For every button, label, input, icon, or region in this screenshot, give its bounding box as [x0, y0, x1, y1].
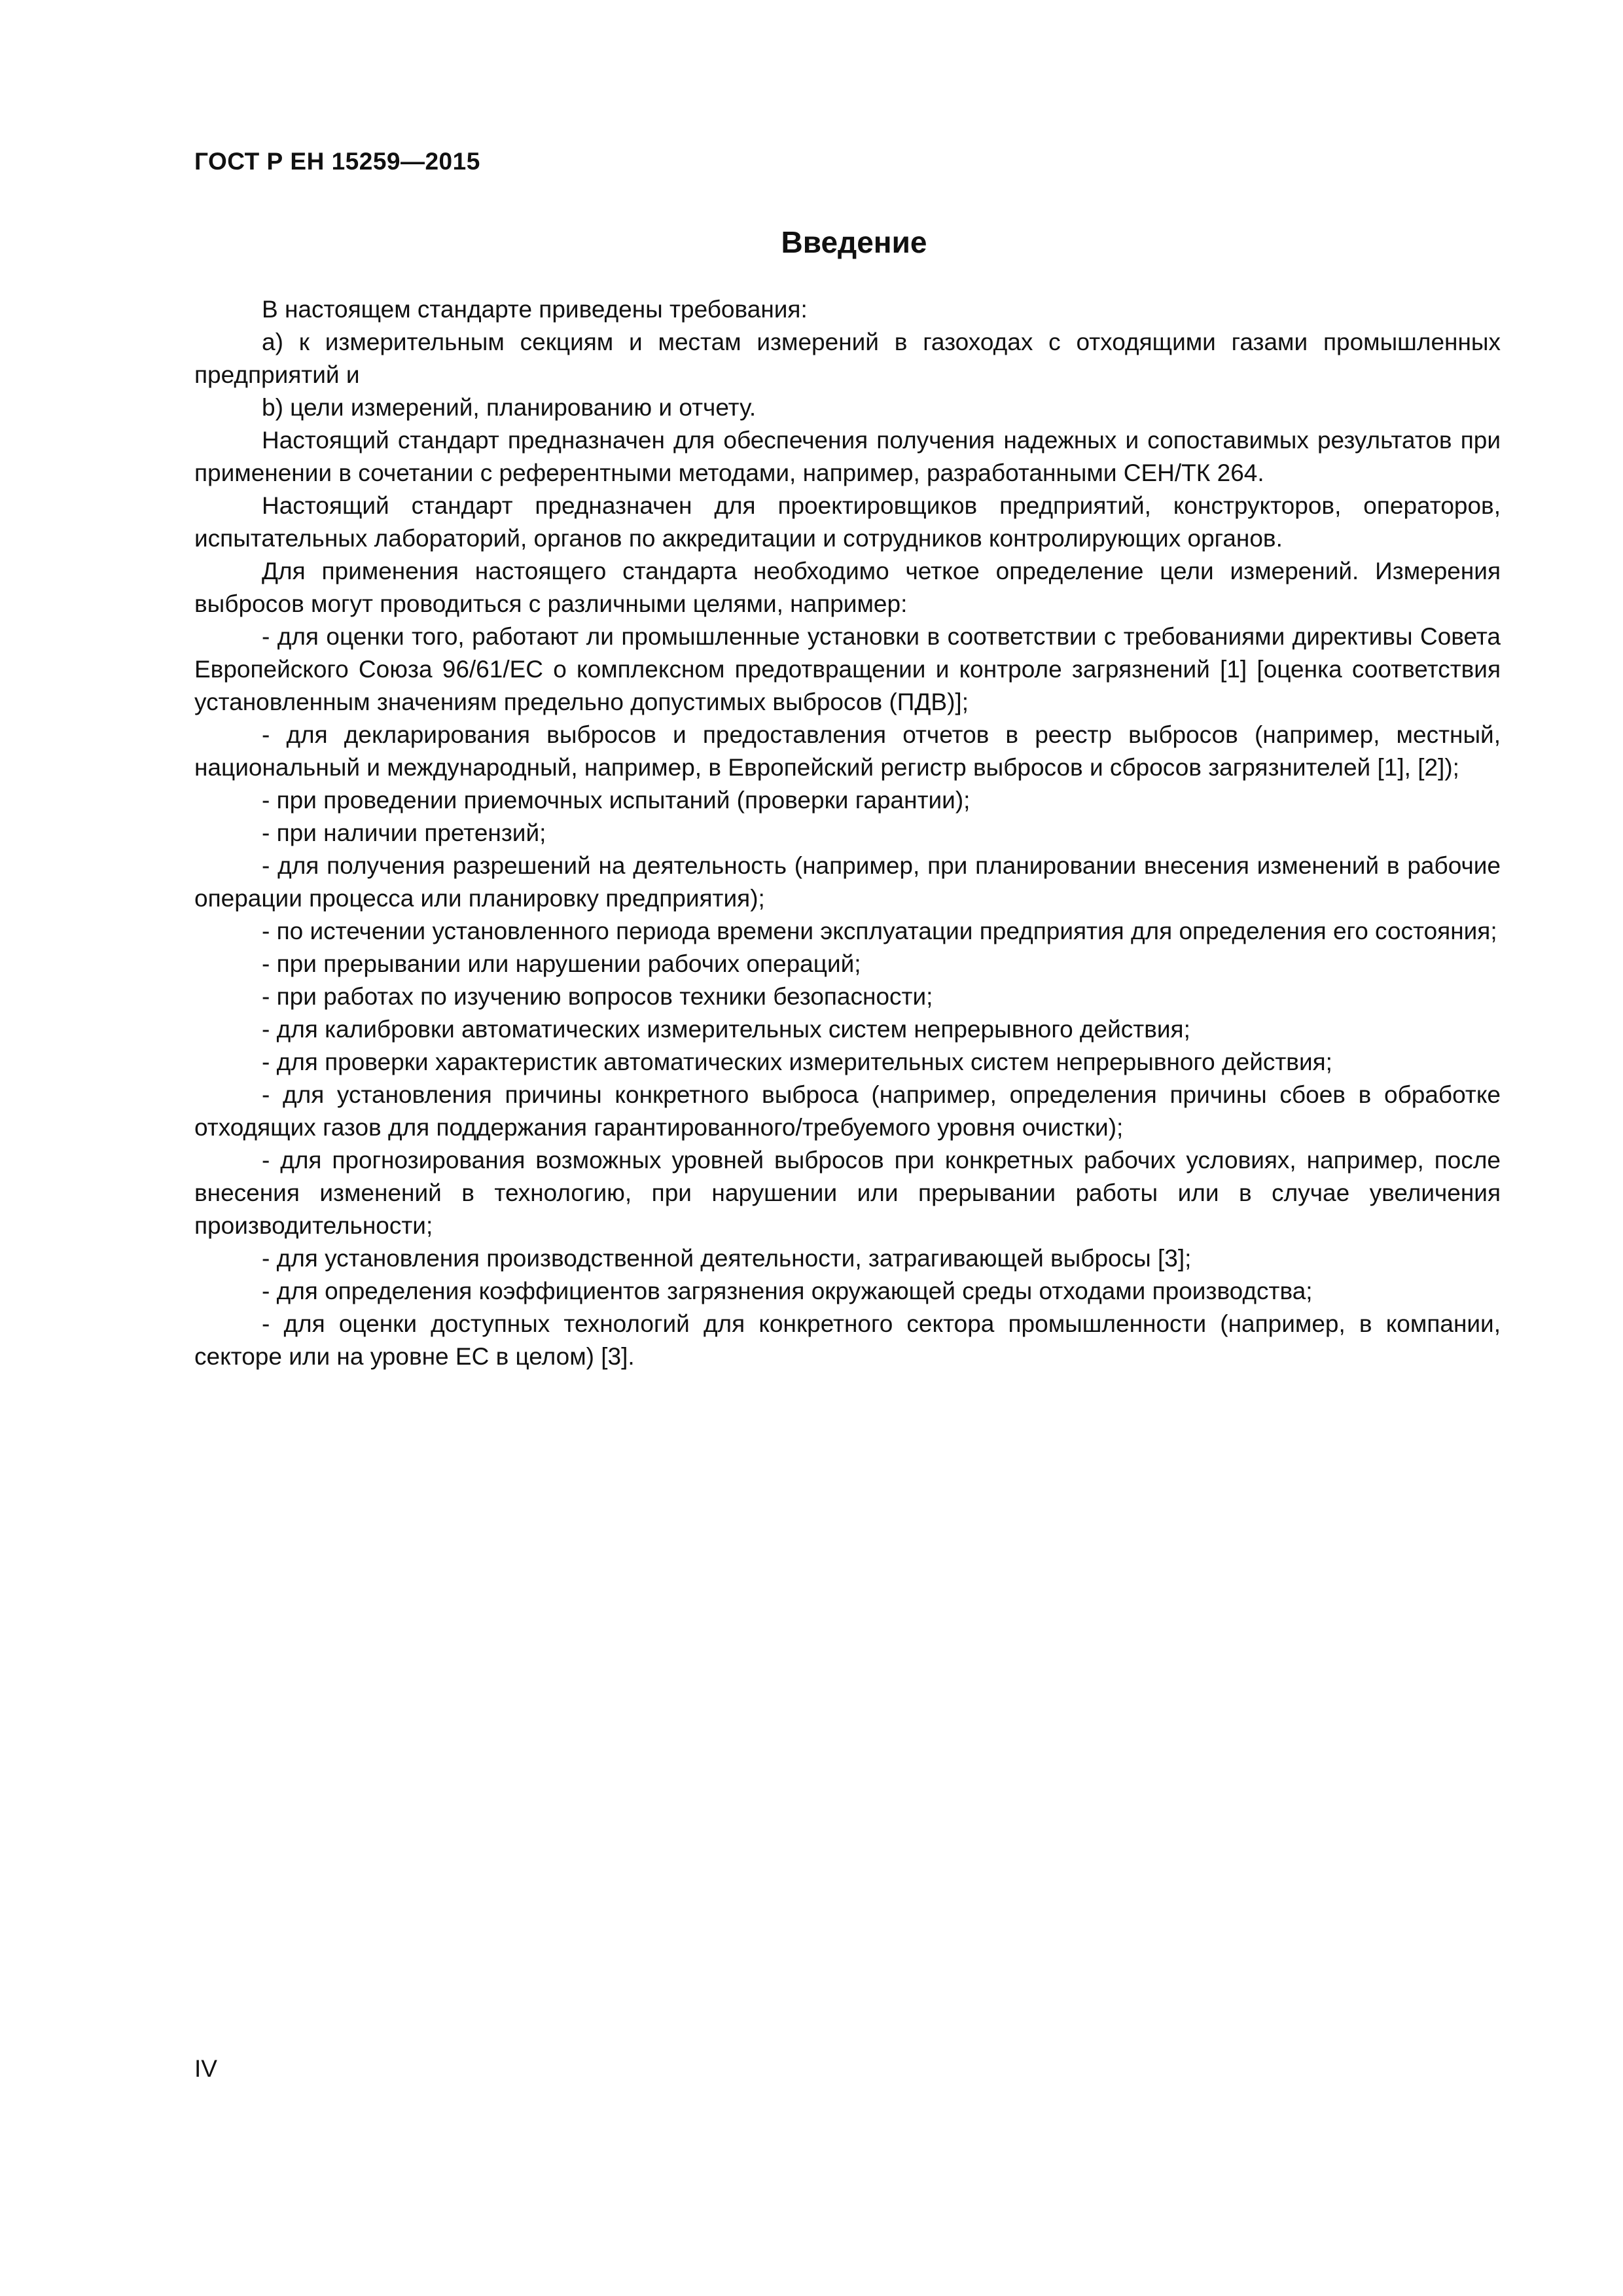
list-item: - для проверки характеристик автоматических измерительных систем непрерывного действия;: [262, 1049, 1332, 1075]
list-item: - при наличии претензий;: [262, 819, 546, 846]
paragraph: Настоящий стандарт предназначен для проектировщиков предприятий, конструкторов, операторов, испытательных лабораторий, органов по аккредитации и сотрудников контролирующих органов.: [194, 492, 1501, 552]
list-item: - при прерывании или нарушении рабочих операций;: [262, 950, 861, 977]
list-item: - для получения разрешений на деятельность (например, при планировании внесения изменений в рабочие операции процесса или планировку предприятия);: [194, 852, 1501, 912]
paragraph: В настоящем стандарте приведены требования:: [262, 296, 808, 323]
list-item: - при проведении приемочных испытаний (проверки гарантии);: [262, 787, 971, 814]
paragraph: b) цели измерений, планированию и отчету.: [262, 394, 757, 421]
paragraph: Для применения настоящего стандарта необходимо четкое определение цели измерений. Измерения выбросов могут проводиться с различными целями, например:: [194, 558, 1501, 617]
list-item: - для калибровки автоматических измерительных систем непрерывного действия;: [262, 1016, 1190, 1043]
list-item: - для определения коэффициентов загрязнения окружающей среды отходами производства;: [262, 1278, 1313, 1304]
paragraph: a) к измерительным секциям и местам измерений в газоходах с отходящими газами промышленных предприятий и: [194, 329, 1501, 388]
list-item: - для установления производственной деятельности, затрагивающей выбросы [3];: [262, 1245, 1192, 1272]
list-item: - для оценки того, работают ли промышленные установки в соответствии с требованиями директивы Совета Европейского Союза 96/61/ЕС о комплексном предотвращении и контроле загрязнений [1] [оценка соответствия установленным значениям предельно допустимых выбросов (ПДВ)];: [194, 623, 1501, 715]
section-title: Введение: [781, 225, 927, 259]
paragraph: Настоящий стандарт предназначен для обеспечения получения надежных и сопоставимых результатов при применении в сочетании с референтными методами, например, разработанными СЕН/ТК 264.: [194, 427, 1501, 486]
list-item: - для оценки доступных технологий для конкретного сектора промышленности (например, в компании, секторе или на уровне ЕС в целом) [3].: [194, 1310, 1501, 1370]
page-number: IV: [194, 2055, 217, 2082]
list-item: - по истечении установленного периода времени эксплуатации предприятия для определения его состояния;: [262, 918, 1497, 944]
document-body: [194, 293, 1501, 1373]
list-item: - для установления причины конкретного выброса (например, определения причины сбоев в обработке отходящих газов для поддержания гарантированного/требуемого уровня очистки);: [194, 1081, 1501, 1141]
document-code-header: ГОСТ Р ЕН 15259—2015: [194, 148, 480, 175]
list-item: - для прогнозирования возможных уровней выбросов при конкретных рабочих условиях, например, после внесения изменений в технологию, при нарушении или прерывании работы или в случае увеличения производительности;: [194, 1147, 1501, 1239]
list-item: - для декларирования выбросов и предоставления отчетов в реестр выбросов (например, местный, национальный и международный, например, в Европейский регистр выбросов и сбросов загрязнителей [1], [2]);: [194, 721, 1501, 781]
list-item: - при работах по изучению вопросов техники безопасности;: [262, 983, 933, 1010]
